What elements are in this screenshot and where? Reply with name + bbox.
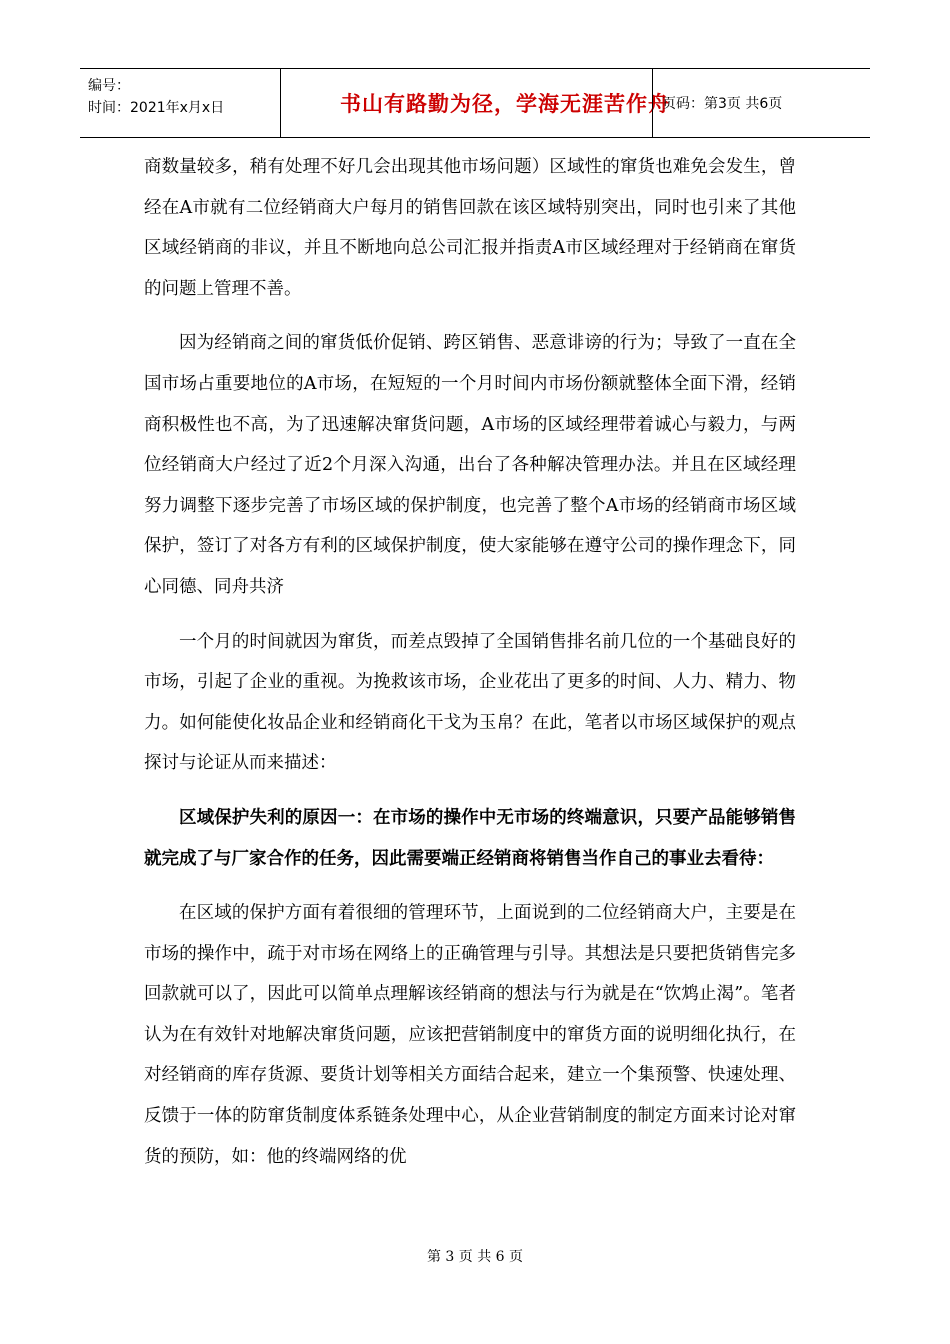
paragraph-1: 商数量较多，稍有处理不好几会出现其他市场问题）区域性的窜货也难免会发生，曾经在A市就有二位经销商大户每月的销售回款在该区域特别突出，同时也引来了其他区域经销商的非议，并且不断地向总公司汇报并指责A市区域经理对于经销商在窜货的问题上管理不善。 bbox=[144, 157, 796, 299]
section-heading: 区域保护失利的原因一：在市场的操作中无市场的终端意识，只要产品能够销售就完成了与厂家合作的任务，因此需要端正经销商将销售当作自己的事业去看待： bbox=[144, 807, 796, 869]
header-divider-right bbox=[652, 69, 653, 137]
document-body bbox=[144, 147, 796, 1191]
header-meta bbox=[88, 75, 224, 119]
time-label: 时间：2021年x月x日 bbox=[88, 100, 225, 116]
number-label: 编号： bbox=[88, 78, 130, 94]
paragraph-4: 在区域的保护方面有着很细的管理环节，上面说到的二位经销商大户，主要是在市场的操作中，疏于对市场在网络上的正确管理与引导。其想法是只要把货销售完多回款就可以了，因此可以简单点理解该经销商的想法与行为就是在“饮鸩止渴”。笔者认为在有效针对地解决窜货问题，应该把营销制度中的窜货方面的说明细化执行，在对经销商的库存货源、要货计划等相关方面结合起来，建立一个集预警、快速处理、反馈于一体的防窜货制度体系链条处理中心，从企业营销制度的制定方面来讨论对窜货的预防，如：他的终端网络的优 bbox=[144, 903, 796, 1167]
header-motto: 书山有路勤为径，学海无涯苦作舟 bbox=[340, 92, 670, 116]
header-page-info: 页码：第3页 共6页 bbox=[662, 96, 783, 112]
paragraph-3: 一个月的时间就因为窜货，而差点毁掉了全国销售排名前几位的一个基础良好的市场，引起了企业的重视。为挽救该市场，企业花出了更多的时间、人力、精力、物力。如何能使化妆品企业和经销商化干戈为玉帛？在此，笔者以市场区域保护的观点探讨与论证从而来描述： bbox=[144, 631, 796, 774]
page-footer: 第 3 页 共 6 页 bbox=[426, 1249, 524, 1265]
paragraph-2: 因为经销商之间的窜货低价促销、跨区销售、恶意诽谤的行为；导致了一直在全国市场占重要地位的A市场，在短短的一个月时间内市场份额就整体全面下滑，经销商积极性也不高，为了迅速解决窜货问题，A市场的区域经理带着诚心与毅力，与两位经销商大户经过了近2个月深入沟通，出台了各种解决管理办法。并且在区域经理努力调整下逐步完善了市场区域的保护制度，也完善了整个A市场的经销商市场区域保护，签订了对各方有利的区域保护制度，使大家能够在遵守公司的操作理念下，同心同德、同舟共济 bbox=[144, 333, 796, 597]
page-header bbox=[80, 68, 870, 138]
